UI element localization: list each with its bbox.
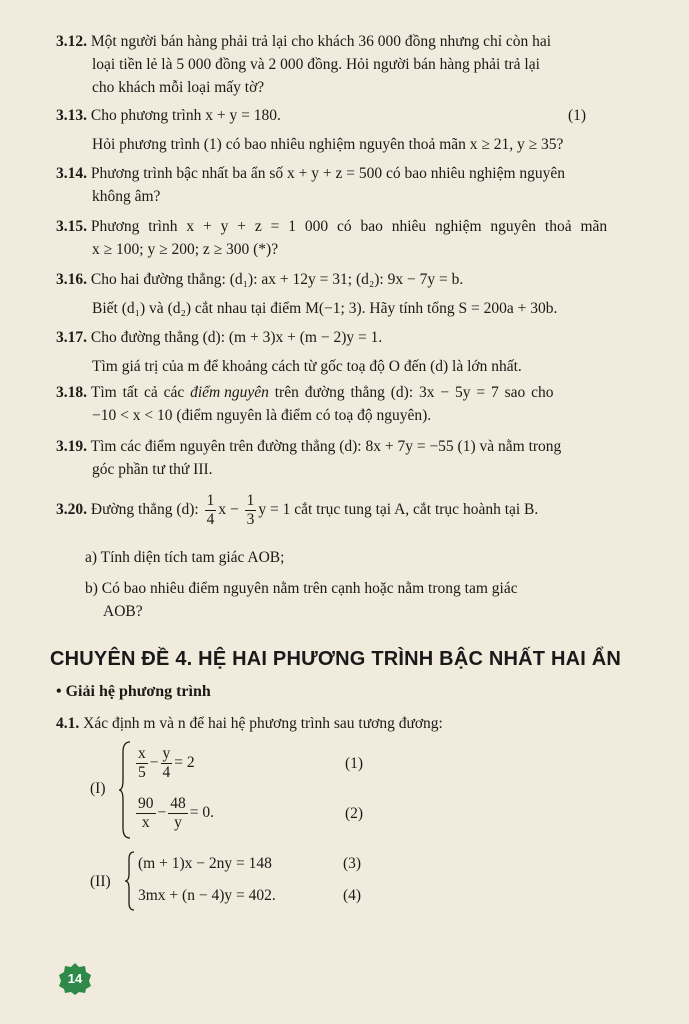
problem-text: Hỏi phương trình (1) có bao nhiêu nghiệm nguyên thoả mãn x ≥ 21, y ≥ 35?	[92, 136, 564, 153]
problem-text: AOB?	[103, 603, 143, 620]
brace-icon	[118, 740, 132, 840]
problem-number: 3.16.	[56, 271, 87, 288]
problem-number: 3.15.	[56, 218, 87, 235]
problem-text: Phương trình x + y + z = 1 000 có bao nhiêu nghiệm nguyên thoả mãn	[90, 218, 608, 235]
equation-4: 3mx + (n − 4)y = 402.	[138, 887, 276, 904]
problem-number: 3.18.	[56, 384, 87, 401]
equation-2: $\frac{90}{x}$ − $\frac{48}{y}$ = 0.	[138, 795, 214, 831]
problem-4-1	[56, 712, 668, 735]
problem-3-20	[56, 490, 668, 530]
problem-text: góc phần tư thứ III.	[92, 461, 213, 478]
problem-3-20-a: a) Tính diện tích tam giác AOB;	[85, 549, 285, 566]
problem-text: Xác định m và n để hai hệ phương trình sau tương đương:	[83, 715, 443, 732]
problem-text: cho khách mỗi loại mấy tờ?	[92, 79, 265, 96]
problem-number: 3.20.	[56, 501, 87, 518]
problem-text: không âm?	[92, 188, 161, 205]
system-II-label: (II)	[90, 873, 111, 890]
page-number-badge	[58, 962, 92, 996]
section-title: • Giải hệ phương trình	[56, 683, 211, 700]
problem-text: loại tiền lẻ là 5 000 đồng và 2 000 đồng. Hỏi người bán hàng phải trả lại	[92, 56, 540, 73]
fraction: $\frac{1}{3}$	[246, 491, 255, 528]
equation-tag: (2)	[345, 805, 364, 822]
equation-tag: (1)	[568, 107, 587, 124]
chapter-title: CHUYÊN ĐỀ 4. HỆ HAI PHƯƠNG TRÌNH BẬC NHẤT HAI ẨN	[50, 648, 622, 670]
problem-text: trên đường thẳng (d): 3x − 5y = 7 sao cho	[268, 384, 554, 401]
problem-text: Đường thẳng (d):	[90, 501, 199, 518]
problem-number: 4.1.	[56, 715, 80, 732]
problem-text: b) Có bao nhiêu điểm nguyên nằm trên cạnh hoặc nằm trong tam giác	[85, 580, 518, 597]
equation-tag: (4)	[343, 887, 362, 904]
problem-number: 3.12.	[56, 33, 87, 50]
problem-3-16	[56, 268, 668, 320]
problem-number: 3.14.	[56, 165, 87, 182]
problem-3-12	[56, 30, 668, 99]
fraction: $\frac{1}{4}$	[206, 491, 215, 528]
problem-number: 3.13.	[56, 107, 87, 124]
problem-text: Phương trình bậc nhất ba ẩn số x + y + z = 500 có bao nhiêu nghiệm nguyên	[90, 165, 566, 182]
problem-3-18	[56, 381, 668, 427]
problem-number: 3.17.	[56, 329, 87, 346]
problem-text: Cho hai đường thẳng: (d₁): ax + 12y = 31; (d₂): 9x − 7y = b.	[90, 271, 464, 288]
equation-tag: (3)	[343, 855, 362, 872]
problem-text: x ≥ 100; y ≥ 200; z ≥ 300 (*)?	[92, 241, 279, 258]
problem-text: Tìm các điểm nguyên trên đường thẳng (d): 8x + 7y = −55 (1) và nằm trong	[90, 438, 562, 455]
equation-1: $\frac{x}{5}$ − $\frac{y}{4}$ = 2	[138, 745, 195, 781]
problem-3-17	[56, 326, 668, 378]
page-number: 14	[67, 971, 83, 986]
problem-text: Tìm giá trị của m để khoảng cách từ gốc toạ độ O đến (d) là lớn nhất.	[92, 358, 522, 375]
problem-3-14	[56, 162, 668, 208]
problem-text: x −	[218, 501, 239, 518]
problem-text: Một người bán hàng phải trả lại cho khách 36 000 đồng nhưng chỉ còn hai	[90, 33, 552, 50]
problem-3-19	[56, 435, 668, 481]
problem-text: Cho đường thẳng (d): (m + 3)x + (m − 2)y = 1.	[90, 329, 383, 346]
problem-text: −10 < x < 10 (điểm nguyên là điểm có toạ độ nguyên).	[92, 407, 432, 424]
problem-text: y = 1 cắt trục tung tại A, cắt trục hoành tại B.	[258, 501, 539, 518]
problem-text: Biết (d₁) và (d₂) cắt nhau tại điểm M(−1; 3). Hãy tính tổng S = 200a + 30b.	[92, 300, 558, 317]
problem-number: 3.19.	[56, 438, 87, 455]
equation-3: (m + 1)x − 2ny = 148	[138, 855, 272, 872]
problem-3-15	[56, 215, 668, 261]
problem-text-emphasis: điểm nguyên	[190, 384, 269, 401]
equation-tag: (1)	[345, 755, 364, 772]
problem-3-13	[56, 104, 668, 156]
problem-text: Cho phương trình x + y = 180.	[90, 107, 281, 124]
system-I-label: (I)	[90, 780, 106, 797]
problem-3-20-b	[85, 577, 668, 623]
brace-icon	[124, 850, 136, 912]
problem-text: Tìm tất cả các	[90, 384, 191, 401]
